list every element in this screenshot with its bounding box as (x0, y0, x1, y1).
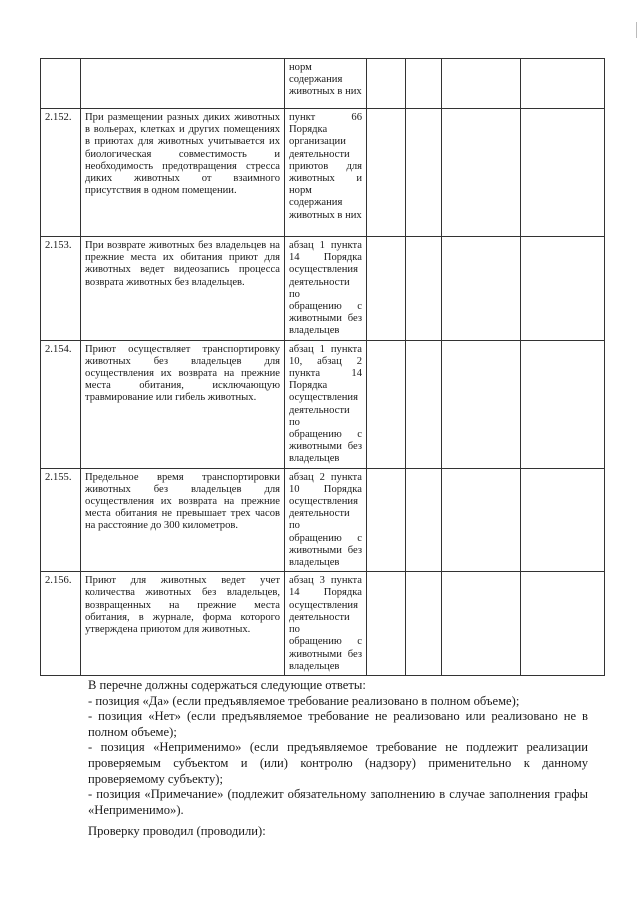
legal-reference-line: осуществления (289, 496, 358, 508)
answer-not-applicable-cell[interactable] (442, 468, 521, 572)
checklist-table (40, 58, 605, 676)
legal-reference-line: животными без (289, 648, 362, 660)
legal-reference-line: 14 Порядка (289, 587, 362, 599)
item-number: 2.154. (41, 340, 81, 468)
answer-not-applicable-cell[interactable] (442, 340, 521, 468)
answer-note-cell[interactable] (521, 237, 605, 341)
answers-intro: В перечне должны содержаться следующие ответы: (88, 678, 366, 692)
requirement-text: Предельное время транспортировки животных без владельцев для осуществления их возврата на прежние места обитания не превышает трех часов на расстояние до 300 километров. (81, 468, 285, 572)
legal-reference-line: абзац 1 пункта (289, 240, 362, 251)
legal-reference-line: владельцев (289, 660, 340, 672)
legal-reference (285, 237, 367, 341)
legal-reference-line: норм (289, 62, 312, 73)
answer-no-cell[interactable] (406, 237, 442, 341)
legal-reference (285, 340, 367, 468)
answer-yes-cell[interactable] (367, 109, 406, 237)
table-row (41, 59, 605, 109)
answer-item-yes: - позиция «Да» (если предъявляемое требование реализовано в полном объеме); (88, 693, 520, 708)
table-row (41, 109, 605, 237)
answer-item-note: - позиция «Примечание» (подлежит обязательному заполнению в случае заполнения графы «Неприменимо»). (88, 787, 588, 817)
answer-item-not-applicable: - позиция «Неприменимо» (если предъявляемое требование не подлежит реализации проверяемым субъектом и (или) контролю (надзору) применительно к данному проверяемому субъекту); (88, 740, 588, 786)
answer-note-cell[interactable] (521, 340, 605, 468)
legal-reference (285, 468, 367, 572)
legal-reference-line: 10 Порядка (289, 483, 362, 495)
answer-no-cell[interactable] (406, 109, 442, 237)
table-row (41, 340, 605, 468)
answer-note-cell[interactable] (521, 59, 605, 109)
legal-reference-line: владельцев (289, 557, 340, 569)
requirement-text: Приют для животных ведет учет количества животных без владельцев, возвращенных на прежние места обитания, в журнале, форма которого утверждена приютом для животных. (81, 572, 285, 676)
legal-reference-line: обращению с (289, 429, 362, 441)
legal-reference-line: животных и (289, 173, 362, 185)
table-row (41, 468, 605, 572)
legal-reference-line: абзац 2 пункта (289, 471, 362, 483)
legal-reference-line: содержания (289, 74, 343, 86)
checklist-table-body (41, 59, 605, 676)
legal-reference-line: 14 Порядка (289, 252, 362, 264)
legal-reference-line: абзац 1 пункта (289, 343, 362, 355)
legal-reference (285, 109, 367, 237)
legal-reference-line: содержания (289, 197, 343, 209)
answer-not-applicable-cell[interactable] (442, 59, 521, 109)
answer-no-cell[interactable] (406, 340, 442, 468)
answer-no-cell[interactable] (406, 59, 442, 109)
answers-section (88, 678, 588, 818)
item-number: 2.153. (41, 237, 81, 341)
legal-reference-line: 10, абзац 2 (289, 355, 362, 367)
legal-reference-line: деятельности по (289, 276, 350, 300)
legal-reference-line: норм (289, 185, 312, 197)
legal-reference-line: абзац 3 пункта (289, 575, 362, 587)
answer-yes-cell[interactable] (367, 340, 406, 468)
legal-reference-line: обращению с (289, 532, 362, 544)
legal-reference-line: животными без (289, 313, 362, 325)
answer-yes-cell[interactable] (367, 59, 406, 109)
answer-yes-cell[interactable] (367, 237, 406, 341)
table-row (41, 572, 605, 676)
item-number: 2.156. (41, 572, 81, 676)
legal-reference-line: обращению с (289, 636, 362, 648)
answer-item-no: - позиция «Нет» (если предъявляемое требование не реализовано или реализовано не в полном объеме); (88, 709, 588, 739)
legal-reference-line: организации (289, 136, 346, 148)
legal-reference-line: владельцев (289, 325, 340, 337)
requirement-text (81, 59, 285, 109)
answer-not-applicable-cell[interactable] (442, 572, 521, 676)
item-number (41, 59, 81, 109)
item-number: 2.152. (41, 109, 81, 237)
legal-reference-line: деятельности по (289, 404, 350, 428)
table-row (41, 237, 605, 341)
legal-reference-line: осуществления (289, 264, 358, 276)
legal-reference-line: животных в них (289, 86, 362, 98)
answer-no-cell[interactable] (406, 468, 442, 572)
legal-reference (285, 572, 367, 676)
legal-reference-line: осуществления (289, 392, 358, 404)
legal-reference-line: Порядка (289, 380, 328, 392)
answer-yes-cell[interactable] (367, 468, 406, 572)
legal-reference-line: животными без (289, 441, 362, 453)
answer-not-applicable-cell[interactable] (442, 237, 521, 341)
legal-reference (285, 59, 367, 109)
inspector-signature-line: Проверку проводил (проводили): (88, 824, 266, 838)
answer-yes-cell[interactable] (367, 572, 406, 676)
answer-no-cell[interactable] (406, 572, 442, 676)
legal-reference-line: приютов для (289, 160, 362, 172)
answer-not-applicable-cell[interactable] (442, 109, 521, 237)
legal-reference-line: животными без (289, 544, 362, 556)
legal-reference-line: животных в них (289, 209, 362, 221)
requirement-text: Приют осуществляет транспортировку животных без владельцев для осуществления их возврата на прежние места обитания, исключающую травмирование или гибель животных. (81, 340, 285, 468)
legal-reference-line: деятельности по (289, 611, 350, 636)
answer-note-cell[interactable] (521, 468, 605, 572)
item-number: 2.155. (41, 468, 81, 572)
legal-reference-line: Порядка (289, 124, 328, 136)
legal-reference-line: пункта 14 (289, 368, 362, 380)
legal-reference-line: пункт 66 (289, 112, 362, 123)
scan-edge-mark (636, 22, 637, 38)
answer-note-cell[interactable] (521, 572, 605, 676)
legal-reference-line: деятельности по (289, 508, 350, 532)
legal-reference-line: осуществления (289, 599, 358, 611)
requirement-text: При размещении разных диких животных в вольерах, клетках и других помещениях в приютах для животных учитывается их биологическая совместимость и необходимость предотвращения стресса диких животных от взаимного присутствия в одном помещении. (81, 109, 285, 237)
requirement-text: При возврате животных без владельцев на прежние места их обитания приют для животных ведет видеозапись процесса возврата животных без владельцев. (81, 237, 285, 341)
answer-note-cell[interactable] (521, 109, 605, 237)
legal-reference-line: владельцев (289, 453, 340, 465)
legal-reference-line: деятельности (289, 148, 350, 160)
legal-reference-line: обращению с (289, 301, 362, 313)
